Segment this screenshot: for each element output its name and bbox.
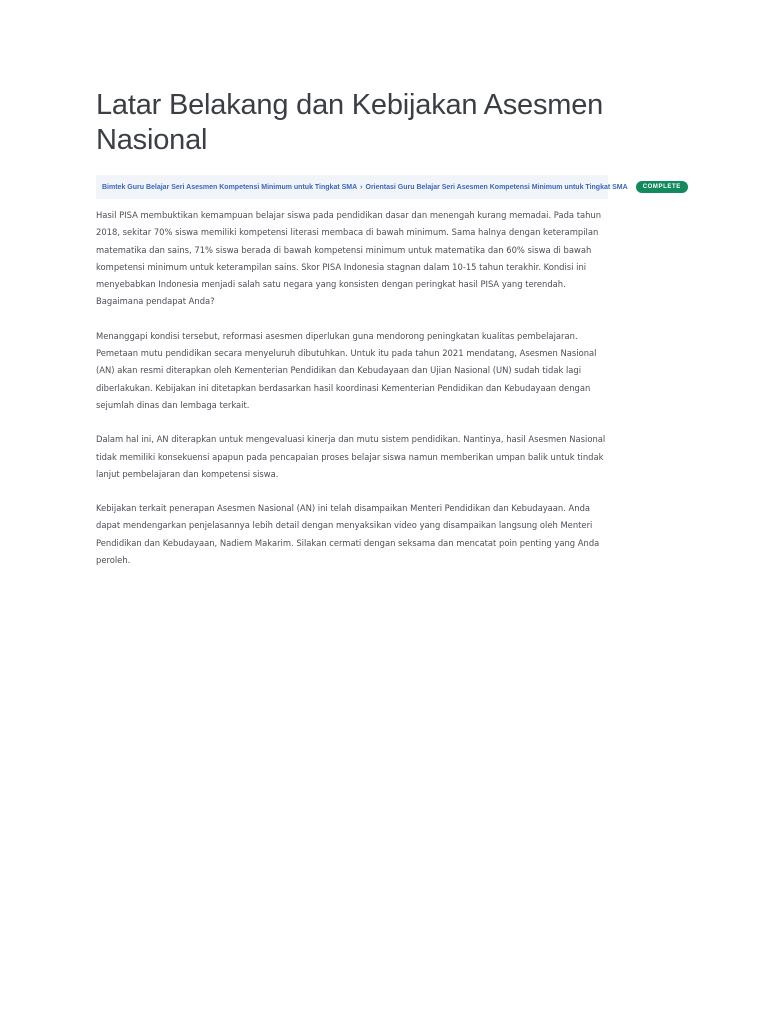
paragraph-2: Menanggapi kondisi tersebut, reformasi asesmen diperlukan guna mendorong peningkatan kualitas pembelajaran. Pemetaan mutu pendidikan secara menyeluruh dibutuhkan. Untuk itu pada tahun 2021 mendatang, Asesmen Nasional (AN) akan resmi diterapkan oleh Kementerian Pendidikan dan Kebudayaan dan Ujian Nasional (UN) sudah tidak lagi diberlakukan. Kebijakan ini ditetapkan berdasarkan hasil koordinasi Kementerian Pendidikan dan Kebudayaan dengan sejumlah dinas dan lembaga terkait. [96, 330, 597, 410]
breadcrumb [96, 175, 681, 199]
breadcrumb-trail [102, 184, 628, 191]
page-title: Latar Belakang dan Kebijakan Asesmen Nasional [96, 89, 604, 156]
article [96, 88, 681, 586]
status-badge: COMPLETE [636, 181, 688, 193]
paragraph-3: Dalam hal ini, AN diterapkan untuk mengevaluasi kinerja dan mutu sistem pendidikan. Nantinya, hasil Asesmen Nasional tidak memiliki konsekuensi apapun pada pencapaian proses belajar siswa namun memberikan umpan balik untuk tindak lanjut pembelajaran dan kompetensi siswa. [96, 434, 606, 479]
breadcrumb-item-course[interactable]: Bimtek Guru Belajar Seri Asesmen Kompetensi Minimum untuk Tingkat SMA [102, 183, 358, 191]
article-body [96, 207, 608, 569]
paragraph-1: Hasil PISA membuktikan kemampuan belajar siswa pada pendidikan dasar dan menengah kurang memadai. Pada tahun 2018, sekitar 70% siswa memiliki kompetensi literasi membaca di bawah minimum. Sama halnya dengan keterampilan matematika dan sains, 71% siswa berada di bawah kompetensi minimum untuk matematika dan 60% siswa di bawah kompetensi minimum untuk keterampilan sains. Skor PISA Indonesia stagnan dalam 10-15 tahun terakhir. Kondisi ini menyebabkan Indonesia menjadi salah satu negara yang konsisten dengan peringkat hasil PISA yang terendah. Bagaimana pendapat Anda? [96, 210, 602, 307]
paragraph-4: Kebijakan terkait penerapan Asesmen Nasional (AN) ini telah disampaikan Menteri Pendidikan dan Kebudayaan. Anda dapat mendengarkan penjelasannya lebih detail dengan menyaksikan video yang disampaikan langsung oleh Menteri Pendidikan dan Kebudayaan, Nadiem Makarim. Silakan cermati dengan seksama dan mencatat poin penting yang Anda peroleh. [96, 503, 600, 566]
breadcrumb-item-module[interactable]: Orientasi Guru Belajar Seri Asesmen Kompetensi Minimum untuk Tingkat SMA [365, 183, 628, 191]
breadcrumb-separator: › [360, 183, 363, 191]
